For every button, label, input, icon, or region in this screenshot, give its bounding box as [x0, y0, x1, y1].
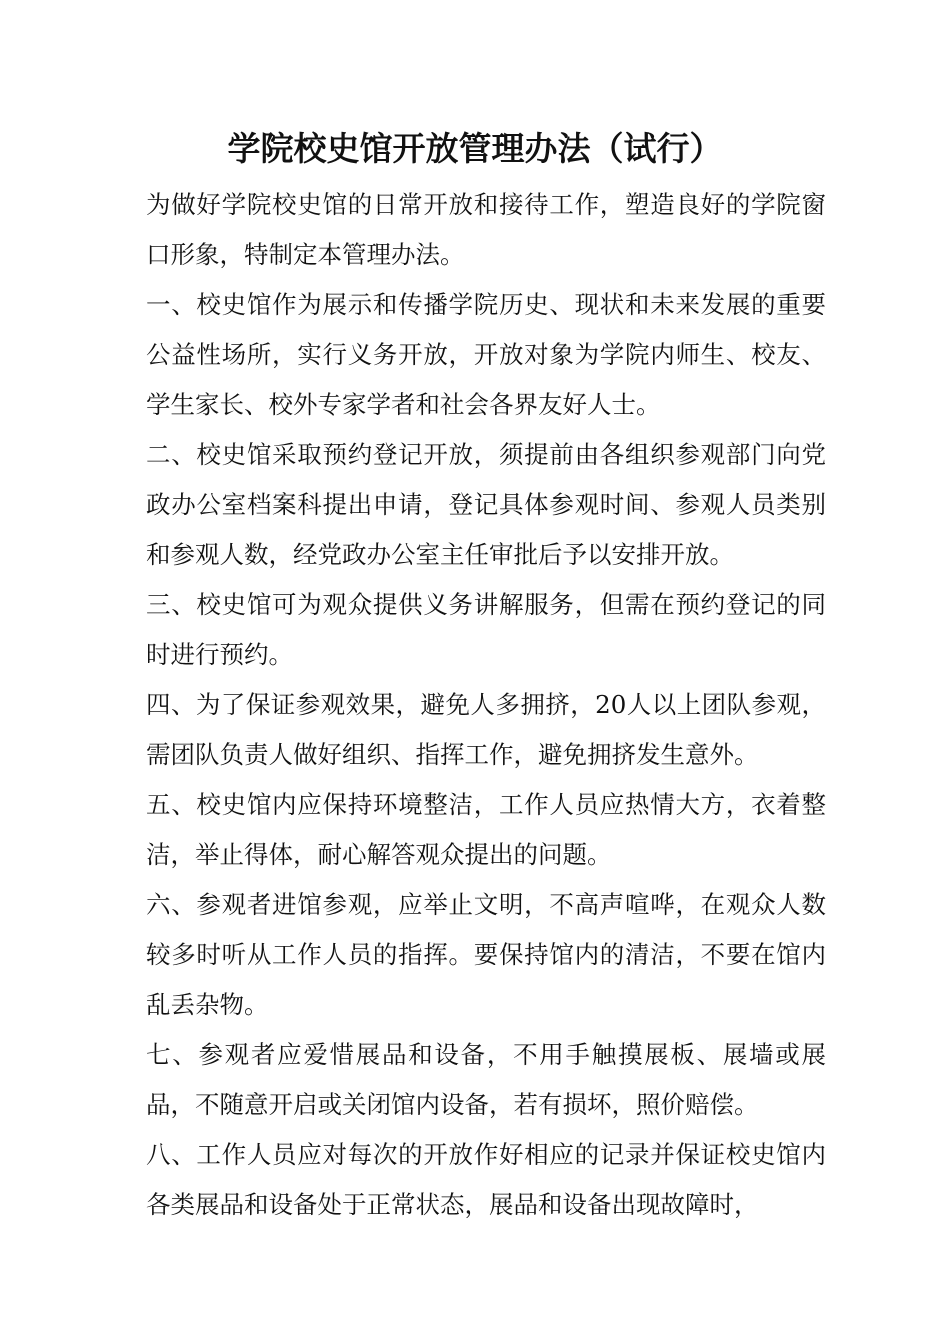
- paragraph-article-8: 八、工作人员应对每次的开放作好相应的记录并保证校史馆内各类展品和设备处于正常状态，展品和设备出现故障时，: [146, 1140, 826, 1219]
- paragraph-article-7: 七、参观者应爱惜展品和设备，不用手触摸展板、展墙或展品，不随意开启或关闭馆内设备，若有损坏，照价赔偿。: [146, 1040, 826, 1119]
- document-title: 学院校史馆开放管理办法（试行）: [227, 129, 723, 168]
- paragraph-article-1: 一、校史馆作为展示和传播学院历史、现状和未来发展的重要公益性场所，实行义务开放，开放对象为学院内师生、校友、学生家长、校外专家学者和社会各界友好人士。: [146, 290, 826, 419]
- paragraph-article-5: 五、校史馆内应保持环境整洁，工作人员应热情大方，衣着整洁，举止得体，耐心解答观众提出的问题。: [146, 790, 826, 869]
- paragraph-article-6: 六、参观者进馆参观，应举止文明，不高声喧哗，在观众人数较多时听从工作人员的指挥。要保持馆内的清洁，不要在馆内乱丢杂物。: [146, 890, 826, 1019]
- paragraph-article-2: 二、校史馆采取预约登记开放，须提前由各组织参观部门向党政办公室档案科提出申请，登记具体参观时间、参观人员类别和参观人数，经党政办公室主任审批后予以安排开放。: [146, 440, 826, 569]
- paragraph-article-3: 三、校史馆可为观众提供义务讲解服务，但需在预约登记的同时进行预约。: [146, 590, 826, 669]
- paragraph-intro: 为做好学院校史馆的日常开放和接待工作，塑造良好的学院窗口形象，特制定本管理办法。: [146, 190, 826, 269]
- document-body: [146, 180, 826, 1230]
- paragraph-article-4: 四、为了保证参观效果，避免人多拥挤，20人以上团队参观，需团队负责人做好组织、指挥工作，避免拥挤发生意外。: [146, 690, 826, 769]
